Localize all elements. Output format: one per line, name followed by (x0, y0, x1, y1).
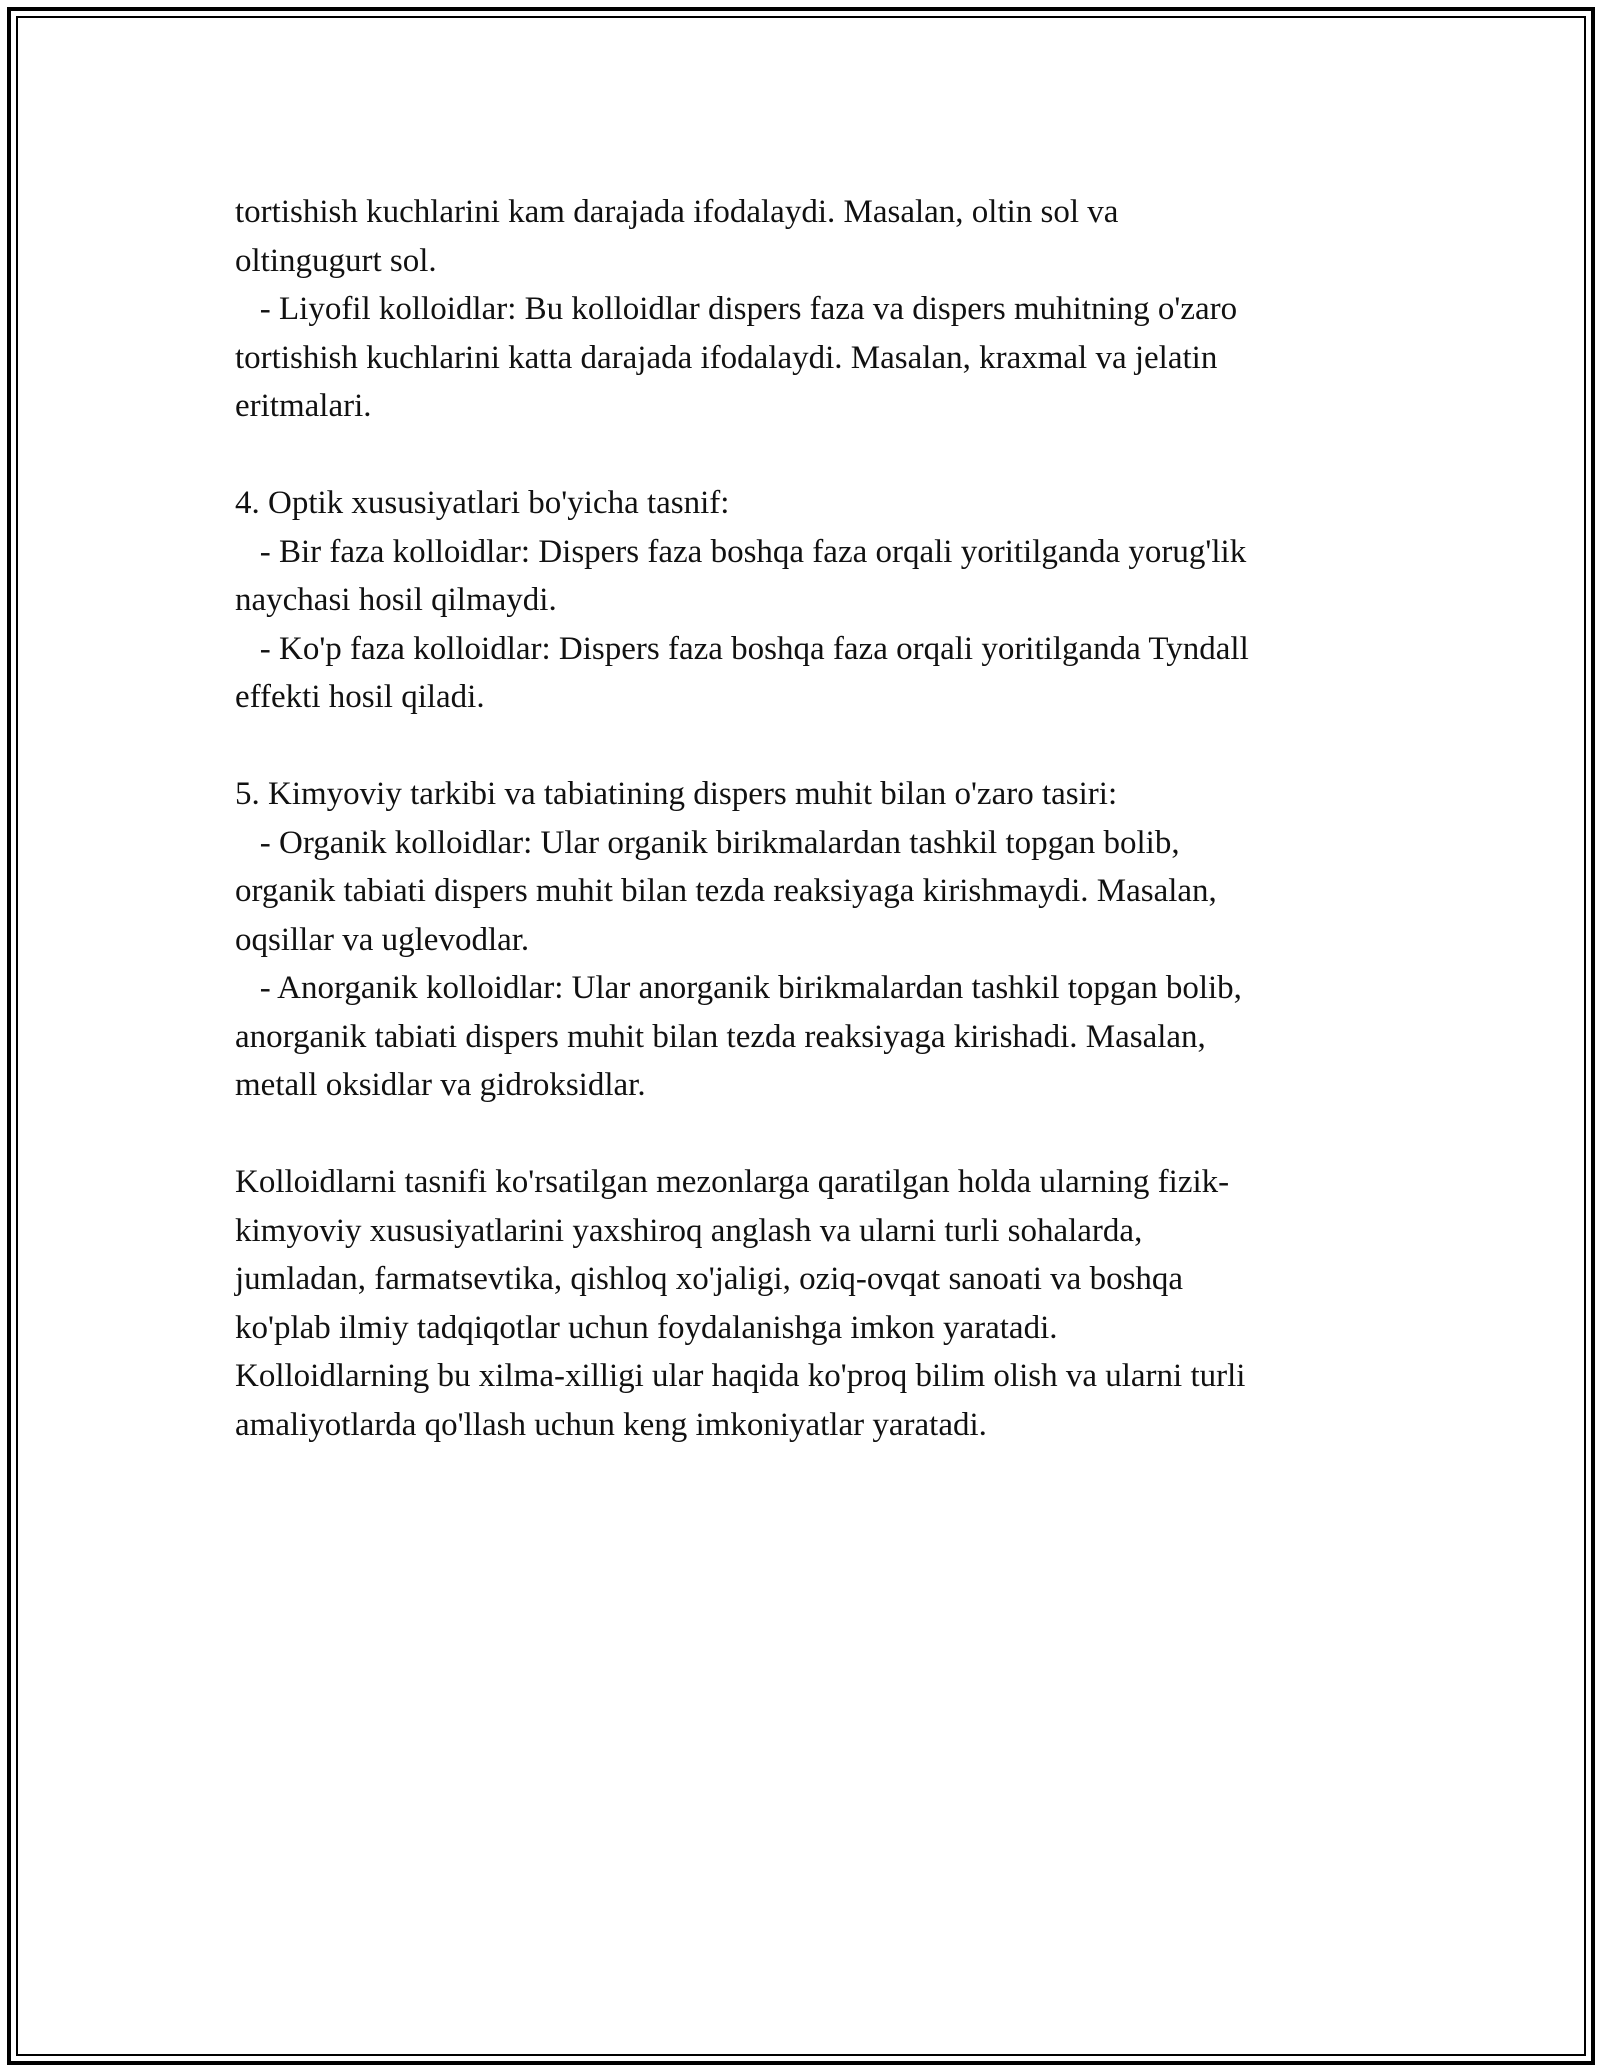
text-line: organik tabiati dispers muhit bilan tezda reaksiyaga kirishmaydi. Masalan, (235, 873, 1217, 909)
paragraph-spacer (235, 1110, 1385, 1159)
section-heading: 4. Optik xususiyatlari bo'yicha tasnif: (235, 485, 730, 521)
text-line: naychasi hosil qilmaydi. (235, 582, 557, 618)
text-line: eritmalari. (235, 388, 372, 424)
document-body (235, 188, 1385, 1449)
text-line: Kolloidlarning bu xilma-xilligi ular haqida ko'proq bilim olish va ularni turli (235, 1358, 1246, 1394)
text-line: Kolloidlarni tasnifi ko'rsatilgan mezonlarga qaratilgan holda ularning fizik- (235, 1164, 1230, 1200)
text-line: oqsillar va uglevodlar. (235, 921, 530, 958)
text-line: amaliyotlarda qo'llash uchun keng imkoniyatlar yaratadi. (235, 1406, 987, 1443)
text-line: ko'plab ilmiy tadqiqotlar uchun foydalanishga imkon yaratadi. (235, 1309, 1058, 1346)
text-line: tortishish kuchlarini kam darajada ifodalaydi. Masalan, oltin sol va (235, 194, 1119, 230)
section-heading: 5. Kimyoviy tarkibi va tabiatining dispers muhit bilan o'zaro tasiri: (235, 776, 1118, 812)
text-line: metall oksidlar va gidroksidlar. (235, 1067, 646, 1103)
paragraph-chemical-composition (235, 770, 1385, 1110)
text-line: tortishish kuchlarini katta darajada ifodalaydi. Masalan, kraxmal va jelatin (235, 339, 1218, 376)
paragraph-optical-classification (235, 479, 1385, 722)
text-line: jumladan, farmatsevtika, qishloq xo'jaligi, oziq-ovqat sanoati va boshqa (235, 1261, 1184, 1297)
paragraph-lyophobic-lyophilic (235, 188, 1385, 431)
text-line: anorganik tabiati dispers muhit bilan tezda reaksiyaga kirishadi. Masalan, (235, 1018, 1206, 1055)
text-line: kimyoviy xususiyatlarini yaxshiroq anglash va ularni turli sohalarda, (235, 1212, 1143, 1249)
text-line: effekti hosil qiladi. (235, 679, 485, 715)
text-line: - Liyofil kolloidlar: Bu kolloidlar dispers faza va dispers muhitning o'zaro (235, 291, 1238, 327)
text-line: - Bir faza kolloidlar: Dispers faza boshqa faza orqali yoritilganda yorug'lik (235, 533, 1247, 570)
paragraph-spacer (235, 722, 1385, 771)
text-line: - Organik kolloidlar: Ular organik birikmalardan tashkil topgan bolib, (235, 824, 1180, 861)
paragraph-conclusion (235, 1158, 1385, 1449)
text-line: - Ko'p faza kolloidlar: Dispers faza boshqa faza orqali yoritilganda Tyndall (235, 630, 1249, 667)
paragraph-spacer (235, 431, 1385, 480)
text-line: oltingugurt sol. (235, 242, 437, 279)
text-line: - Anorganik kolloidlar: Ular anorganik birikmalardan tashkil topgan bolib, (235, 970, 1242, 1006)
